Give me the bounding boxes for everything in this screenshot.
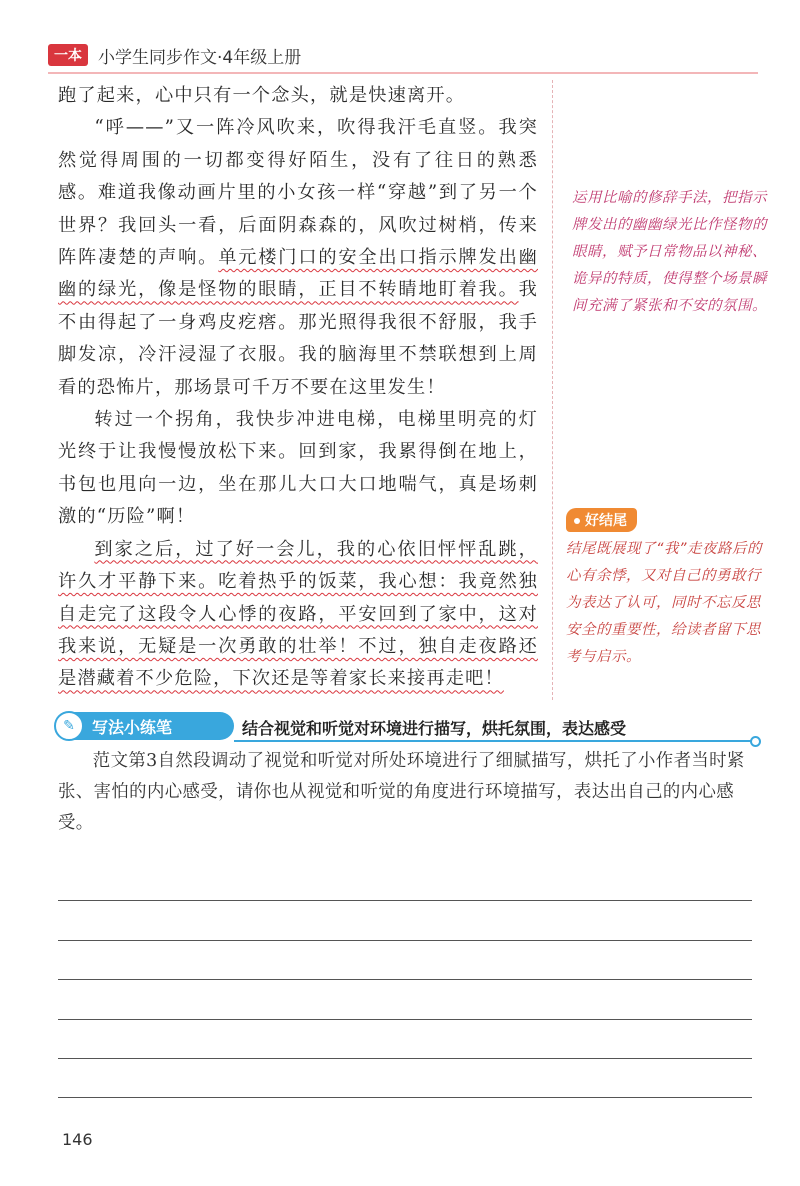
paragraph-1: 跑了起来，心中只有一个念头，就是快速离开。 (58, 85, 466, 106)
essay-body (58, 80, 538, 696)
exercise-prompt-block (58, 746, 758, 839)
writing-line[interactable] (58, 1059, 752, 1098)
paragraph-2-part-2: 我不由得起了一身鸡皮疙瘩。那光照得我很不舒服，我手脚发凉，冷汗浸湿了衣服。我的脑海里不禁联想到上周看的恐怖片，那场景可千万不要在这里发生！ (58, 279, 538, 398)
book-title: 小学生同步作文·4年级上册 (98, 47, 302, 68)
writing-line[interactable] (58, 862, 752, 901)
brand-logo: 一本 (48, 44, 88, 66)
highlighted-ending: 到家之后，过了好一会儿，我的心依旧怦怦乱跳，许久才平静下来。吃着热乎的饭菜，我心想：我竟然独自走完了这段令人心悸的夜路，平安回到了家中，这对我来说，无疑是一次勇敢的壮举！不过，独自走夜路还是潜藏着不少危险，下次还是等着家长来接再走吧！ (58, 538, 538, 690)
section-label: 写法小练笔 (92, 717, 173, 737)
good-ending-badge (566, 508, 637, 532)
paragraph-2-part-1: “呼——”又一阵冷风吹来，吹得我汗毛直竖。我突然觉得周围的一切都变得好陌生，没有了往日的熟悉感。难道我像动画片里的小女孩一样“穿越”到了另一个世界？我回头一看，后面阴森森的，风吹过树梢，传来阵阵凄楚的声响。 (58, 117, 538, 269)
writing-line[interactable] (58, 941, 752, 980)
writing-area[interactable] (58, 862, 752, 1098)
paragraph-4 (58, 534, 538, 696)
margin-divider (552, 80, 553, 700)
badge-label: 好结尾 (585, 513, 627, 529)
badge-dot-icon (574, 518, 580, 524)
writing-line[interactable] (58, 1020, 752, 1059)
paragraph-3: 转过一个拐角，我快步冲进电梯，电梯里明亮的灯光终于让我慢慢放松下来。回到家，我累得倒在地上，书包也甩向一边，坐在那儿大口大口地喘气，真是场刺激的“历险”啊！ (58, 409, 538, 528)
header-divider (48, 72, 758, 74)
section-title: 结合视觉和听觉对环境进行描写，烘托氛围，表达感受 (242, 719, 627, 738)
exercise-prompt: 范文第3自然段调动了视觉和听觉对所处环境进行了细腻描写，烘托了小作者当时紧张、害怕的内心感受，请你也从视觉和听觉的角度进行环境描写，表达出自己的内心感受。 (58, 751, 745, 833)
section-pill (56, 712, 234, 740)
paragraph-2 (58, 112, 538, 404)
writing-line[interactable] (58, 980, 752, 1019)
section-underline (234, 740, 754, 742)
highlighted-simile: 单元楼门口的安全出口指示牌发出幽幽的绿光，像是怪物的眼睛，正目不转睛地盯着我。 (58, 247, 538, 301)
annotation-simile: 运用比喻的修辞手法，把指示牌发出的幽幽绿光比作怪物的眼睛，赋予日常物品以神秘、诡异的特质，使得整个场景瞬间充满了紧张和不安的氛围。 (572, 190, 767, 314)
page-number: 146 (62, 1130, 93, 1149)
page-header (48, 40, 301, 70)
section-header (56, 710, 756, 744)
writing-line[interactable] (58, 901, 752, 940)
annotation-ending: 结尾既展现了“我”走夜路后的心有余悸，又对自己的勇敢行为表达了认可，同时不忘反思安全的重要性，给读者留下思考与启示。 (566, 541, 763, 665)
pencil-icon: ✎ (54, 711, 84, 741)
